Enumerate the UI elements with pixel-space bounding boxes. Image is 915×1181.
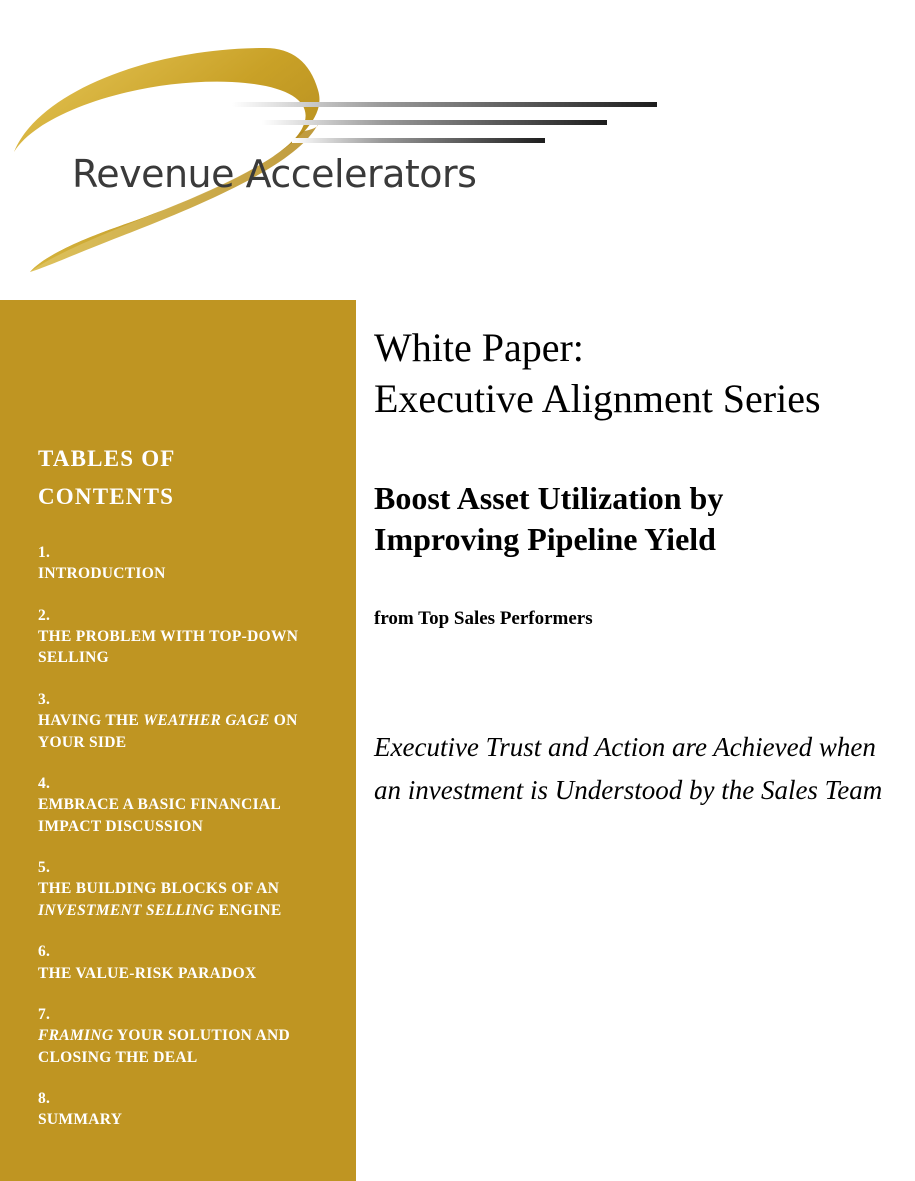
toc-item[interactable] xyxy=(38,605,334,669)
toc-item-label: THE PROBLEM WITH TOP-DOWN SELLING xyxy=(38,628,299,667)
main-content xyxy=(356,300,915,812)
toc-item-number: 4. xyxy=(38,774,51,792)
toc-item-number: 8. xyxy=(38,1090,51,1107)
paper-heading xyxy=(374,478,897,560)
toc-title: TABLES OF CONTENTS xyxy=(38,446,175,509)
page-title xyxy=(374,322,897,424)
toc-item-label: INTRODUCTION xyxy=(38,565,166,583)
toc-item-number: 5. xyxy=(38,859,51,876)
toc-item-label: SUMMARY xyxy=(38,1111,123,1129)
table-of-contents xyxy=(0,300,356,1181)
toc-item[interactable] xyxy=(38,1088,334,1131)
toc-item-number: 3. xyxy=(38,690,51,708)
toc-item-label: FRAMING YOUR SOLUTION AND CLOSING THE DEAL xyxy=(38,1027,290,1066)
toc-item[interactable] xyxy=(38,941,334,984)
toc-item-number: 2. xyxy=(38,606,51,624)
paper-tagline: Executive Trust and Action are Achieved when an investment is Understood by the Sales Team xyxy=(374,732,883,805)
page-title-line-2: Executive Alignment Series xyxy=(374,376,821,422)
page-title-line-1: White Paper: xyxy=(374,325,584,370)
brand-header xyxy=(0,0,915,300)
toc-item[interactable] xyxy=(38,689,334,753)
paper-source: from Top Sales Performers xyxy=(374,608,593,630)
toc-item-number: 6. xyxy=(38,943,51,961)
revenue-accelerators-logo-icon xyxy=(0,0,700,290)
brand-wordmark: Revenue Accelerators xyxy=(72,152,477,196)
toc-item-label: THE BUILDING BLOCKS OF AN INVESTMENT SELLING ENGINE xyxy=(38,880,282,919)
paper-heading-line-1: Boost Asset Utilization by xyxy=(374,480,724,517)
toc-item-label: EMBRACE A BASIC FINANCIAL IMPACT DISCUSSION xyxy=(38,796,281,835)
document-body xyxy=(0,300,915,1181)
toc-item[interactable] xyxy=(38,773,334,837)
toc-item[interactable] xyxy=(38,542,334,585)
toc-item-label: HAVING THE WEATHER GAGE ON YOUR SIDE xyxy=(38,712,298,751)
toc-item-number: 7. xyxy=(38,1005,51,1023)
toc-item-label: THE VALUE-RISK PARADOX xyxy=(38,964,257,982)
toc-item[interactable] xyxy=(38,1004,334,1068)
toc-item-number: 1. xyxy=(38,543,51,561)
toc-item[interactable] xyxy=(38,857,334,921)
paper-heading-line-2: Improving Pipeline Yield xyxy=(374,521,716,558)
